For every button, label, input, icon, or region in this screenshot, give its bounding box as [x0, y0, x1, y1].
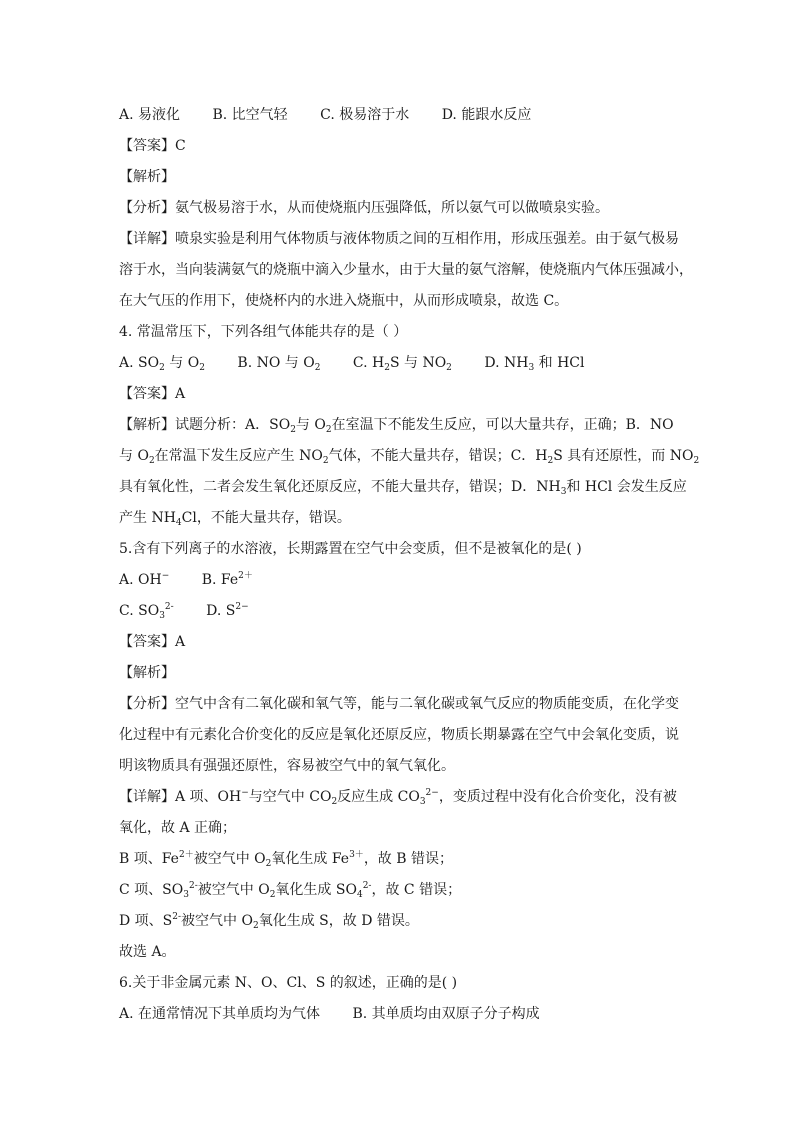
q5-xiangjie-line-5: D 项、$S^{2-}$被空气中 $O_2$氧化生成 S，故 D 错误。 — [119, 912, 419, 931]
q4-option-d: D. $NH_3$ 和 HCl — [484, 355, 585, 373]
q5-option-d: D. $S^{2-}$ — [206, 602, 249, 619]
q5-answer: 【答案】A — [119, 634, 186, 650]
q5-option-c: C. $SO_3^{2-}$ — [119, 602, 174, 621]
q4-jiexi-line-3: 具有氧化性，二者会发生氧化还原反应，不能大量共存，错误；D．$NH_3$和 HCl 会发生反应 — [119, 479, 687, 497]
q5-options-row-2 — [119, 596, 679, 627]
q6-option-a: A. 在通常情况下其单质均为气体 — [119, 1006, 321, 1022]
q4-option-b: B. NO 与 $O_2$ — [237, 355, 321, 373]
q4-options — [119, 348, 679, 379]
q6-stem: 6.关于非金属元素 N、O、Cl、S 的叙述，正确的是( ) — [119, 975, 458, 991]
q4-jiexi-line-4: 产生 $NH_4Cl$，不能大量共存，错误。 — [119, 510, 351, 528]
q4-answer: 【答案】A — [119, 386, 186, 402]
q3-xiangjie-line-2: 溶于水，当向装满氨气的烧瓶中滴入少量水，由于大量的氨气溶解，使烧瓶内气体压强减小， — [119, 262, 693, 278]
q6-option-b: B. 其单质均由双原子分子构成 — [352, 1006, 540, 1022]
q3-xiangjie-line-3: 在大气压的作用下，使烧杯内的水进入烧瓶中，从而形成喷泉，故选 C。 — [119, 293, 569, 309]
q3-option-c: C. 极易溶于水 — [320, 107, 410, 123]
q6-options — [119, 999, 679, 1030]
q5-options-row-1 — [119, 565, 679, 596]
q5-option-b: B. $Fe^{2+}$ — [201, 571, 253, 588]
q5-stem: 5.含有下列离子的水溶液，长期露置在空气中会变质，但不是被氧化的是( ) — [119, 541, 582, 557]
q3-option-d: D. 能跟水反应 — [441, 107, 532, 123]
q3-fenxi: 【分析】氨气极易溶于水，从而使烧瓶内压强降低，所以氨气可以做喷泉实验。 — [119, 200, 609, 216]
q5-fenxi-line-1: 【分析】空气中含有二氧化碳和氧气等，能与二氧化碳或氧气反应的物质能变质，在化学变 — [119, 696, 679, 712]
q3-jiexi-heading: 【解析】 — [119, 169, 175, 185]
q3-options — [119, 100, 679, 131]
q5-fenxi-line-3: 明该物质具有强强还原性，容易被空气中的氧气氧化。 — [119, 758, 455, 774]
q5-xiangjie-line-3: B 项、$Fe^{2+}$被空气中 $O_2$氧化生成 $Fe^{3+}$，故 B 错误； — [119, 850, 454, 869]
document-page — [119, 100, 700, 1030]
q5-xiangjie-line-4: C 项、$SO_3^{2-}$被空气中 $O_2$氧化生成 $SO_4^{2-}$，故 C 错误； — [119, 881, 462, 900]
q4-option-a: A. $SO_2$ 与 $O_2$ — [119, 355, 205, 373]
q3-option-a: A. 易液化 — [119, 107, 181, 123]
q5-jiexi-heading: 【解析】 — [119, 665, 175, 681]
q5-option-a: A. OH− — [119, 571, 170, 588]
q3-option-b: B. 比空气轻 — [212, 107, 288, 123]
q5-xiangjie-line-2: 氧化，故 A 正确； — [119, 820, 237, 836]
q5-conclusion: 故选 A。 — [119, 944, 176, 960]
q3-xiangjie-line-1: 【详解】喷泉实验是利用气体物质与液体物质之间的互相作用，形成压强差。由于氨气极易 — [119, 231, 679, 247]
q4-jiexi-line-2: 与 $O_2$在常温下发生反应产生 $NO_2$气体，不能大量共存，错误；C．$H_2S$ 具有还原性，而 $NO_2$ — [119, 448, 700, 466]
q5-xiangjie-line-1: 【详解】A 项、OH−与空气中 $CO_2$反应生成 $CO_3^{2-}$，变质过程中没有化合价变化，没有被 — [119, 788, 677, 807]
q4-stem: 4. 常温常压下，下列各组气体能共存的是（ ） — [119, 324, 408, 340]
q4-jiexi-line-1: 【解析】试题分析：A．$SO_2$与 $O_2$在室温下不能发生反应，可以大量共存，正确；B．NO — [119, 417, 674, 435]
q3-answer: 【答案】C — [119, 138, 186, 154]
q4-option-c: C. $H_2S$ 与 $NO_2$ — [352, 355, 452, 373]
q5-fenxi-line-2: 化过程中有元素化合价变化的反应是氧化还原反应，物质长期暴露在空气中会氧化变质，说 — [119, 727, 679, 743]
